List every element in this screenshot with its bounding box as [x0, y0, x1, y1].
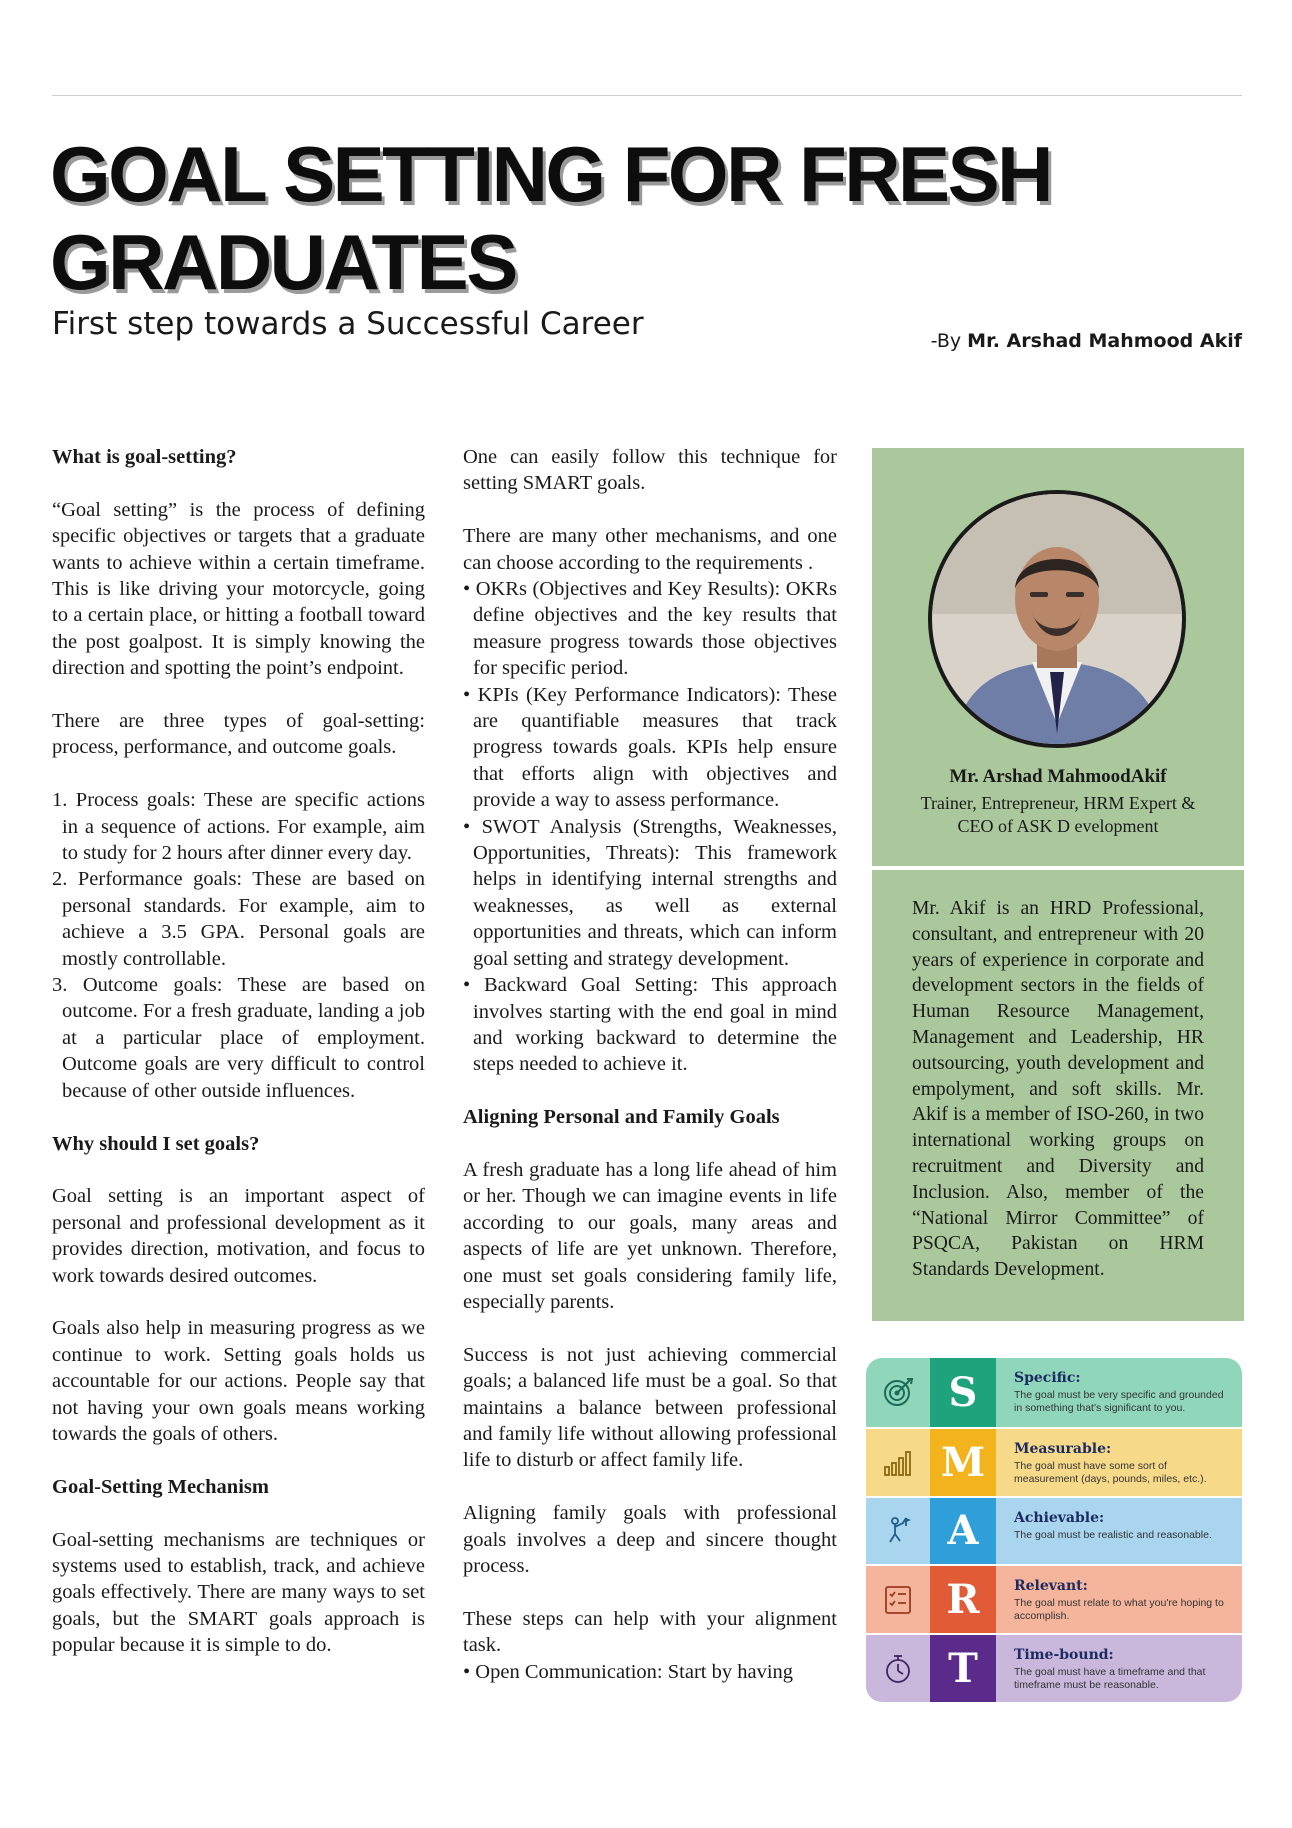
list-item: • SWOT Analysis (Strengths, Weaknesses, Opportunities, Threats): This framework helps in identifying internal strengths and weaknesses, as well as external opportunities and threats, which can inform goal setting and strategy development. [463, 815, 837, 970]
smart-label: Measurable: [1014, 1440, 1112, 1457]
smart-desc: The goal must have a timeframe and that timeframe must be reasonable. [1014, 1666, 1206, 1692]
list-item: • Open Communication: Start by having [463, 1660, 794, 1683]
paragraph: “Goal setting” is the process of defining specific objectives or targets that a graduate wants to achieve within a certain timeframe. This is like driving your motorcycle, going to a certain place, or hitting a football toward the post goalpost. It is simply knowing the direction and spotting the point’s endpoint. [52, 498, 425, 680]
section-heading: What is goal-setting? [52, 446, 237, 468]
author-photo [928, 490, 1186, 748]
smart-desc: The goal must be realistic and reasonable. [1014, 1528, 1212, 1541]
smart-text [996, 1635, 1242, 1702]
author-bio-box [872, 870, 1244, 1321]
paragraph: Aligning family goals with professional goals involves a deep and sincere thought process. [463, 1502, 837, 1577]
checklist-icon [866, 1566, 930, 1633]
smart-text [996, 1566, 1242, 1633]
smart-desc: The goal must relate to what you're hoping to accomplish. [1014, 1597, 1224, 1623]
author-portrait-icon [932, 494, 1182, 744]
goal-types-list [52, 787, 425, 1104]
paragraph: Goals also help in measuring progress as we continue to work. Setting goals holds us accountable for our actions. People say that not having your own goals means working towards the goals of others. [52, 1317, 425, 1445]
byline-prefix: -By [930, 330, 968, 352]
mechanisms-list [463, 576, 837, 1078]
article-column-1 [52, 444, 425, 1685]
byline [931, 330, 1242, 352]
climber-icon [866, 1498, 930, 1565]
smart-text [996, 1358, 1242, 1427]
author-role: Trainer, Entrepreneur, HRM Expert & CEO of ASK D evelopment [920, 793, 1196, 836]
smart-desc: The goal must be very specific and grounded in something that's significant to you. [1014, 1389, 1224, 1414]
article-title: GOAL SETTING FOR FRESH GRADUATES [50, 130, 1051, 306]
smart-label: Time-bound: [1014, 1647, 1114, 1664]
author-card [872, 448, 1244, 866]
smart-row-time-bound [866, 1633, 1242, 1702]
paragraph: One can easily follow this technique for setting SMART goals. [463, 446, 837, 495]
smart-label: Achievable: [1014, 1509, 1105, 1526]
smart-row-relevant [866, 1564, 1242, 1633]
smart-letter: T [930, 1635, 996, 1702]
section-heading: Goal-Setting Mechanism [52, 1475, 269, 1498]
paragraph: There are many other mechanisms, and one can choose according to the requirements . [463, 525, 837, 574]
list-item: 2. Performance goals: These are based on personal standards. For example, aim to achieve a 3.5 GPA. Personal goals are mostly controllable. [52, 868, 425, 970]
smart-letter: A [930, 1498, 996, 1565]
list-item: • OKRs (Objectives and Key Results): OKRs define objectives and the key results that measure progress towards those objectives for specific period. [463, 578, 837, 680]
smart-row-achievable [866, 1496, 1242, 1565]
author-bio: Mr. Akif is an HRD Professional, consultant, and entrepreneur with 20 years of experience in corporate and development sectors in the fields of Human Resource Management, Management and Leadership, HR outsourcing, youth development and empolyment, and soft skills. Mr. Akif is a member of ISO-260, in two international working groups on recruitment and Diversity and Inclusion. Also, member of the “National Mirror Committee” of PSQCA, Pakistan on HRM Standards Development. [912, 898, 1204, 1281]
list-item: • KPIs (Key Performance Indicators): These are quantifiable measures that track progress towards goals. KPIs help ensure that efforts align with objectives and provide a way to assess performance. [463, 683, 837, 812]
article-subtitle: First step towards a Successful Career [52, 306, 644, 342]
alignment-list [463, 1659, 837, 1685]
list-item: 3. Outcome goals: These are based on outcome. For a fresh graduate, landing a job at a particular place of employment. Outcome goals are very difficult to control because of other outside influences. [52, 974, 425, 1102]
article-column-2 [463, 444, 837, 1685]
stopwatch-icon [866, 1635, 930, 1702]
smart-row-specific [866, 1358, 1242, 1427]
list-item: 1. Process goals: These are specific actions in a sequence of actions. For example, aim to study for 2 hours after dinner every day. [52, 789, 425, 865]
paragraph: There are three types of goal-setting: process, performance, and outcome goals. [52, 710, 425, 759]
smart-letter: M [930, 1429, 996, 1496]
smart-desc: The goal must have some sort of measurement (days, pounds, miles, etc.). [1014, 1459, 1207, 1485]
smart-text [996, 1429, 1242, 1496]
paragraph: Success is not just achieving commercial goals; a balanced life must be a goal. So that maintains a balance between professional and family life without allowing professional life to disturb or affect family life. [463, 1343, 837, 1472]
paragraph: Goal-setting mechanisms are techniques or systems used to establish, track, and achieve goals effectively. There are many ways to set goals, but the SMART goals approach is popular because it is simple to do. [52, 1528, 425, 1657]
paragraph: A fresh graduate has a long life ahead of him or her. Though we can imagine events in life according to our goals, many areas and aspects of life are yet unknown. Therefore, one must set goals considering family life, especially parents. [463, 1158, 837, 1313]
author-name: Mr. Arshad MahmoodAkif [949, 766, 1167, 787]
section-heading: Aligning Personal and Family Goals [463, 1106, 780, 1129]
smart-goals-graphic [866, 1358, 1242, 1702]
byline-author: Mr. Arshad Mahmood Akif [967, 330, 1242, 352]
list-item: • Backward Goal Setting: This approach involves starting with the end goal in mind and working backward to determine the steps needed to achieve it. [463, 974, 837, 1076]
top-rule [52, 95, 1242, 96]
smart-label: Specific: [1014, 1370, 1081, 1386]
paragraph: These steps can help with your alignment task. [463, 1607, 837, 1657]
bar-chart-icon [866, 1429, 930, 1496]
smart-label: Relevant: [1014, 1578, 1088, 1595]
target-icon [866, 1358, 930, 1427]
smart-letter: R [930, 1566, 996, 1633]
section-heading: Why should I set goals? [52, 1132, 260, 1155]
smart-letter: S [930, 1358, 996, 1427]
smart-row-measurable [866, 1427, 1242, 1496]
smart-text [996, 1498, 1242, 1565]
paragraph: Goal setting is an important aspect of personal and professional development as it provides direction, motivation, and focus to work towards desired outcomes. [52, 1185, 425, 1287]
